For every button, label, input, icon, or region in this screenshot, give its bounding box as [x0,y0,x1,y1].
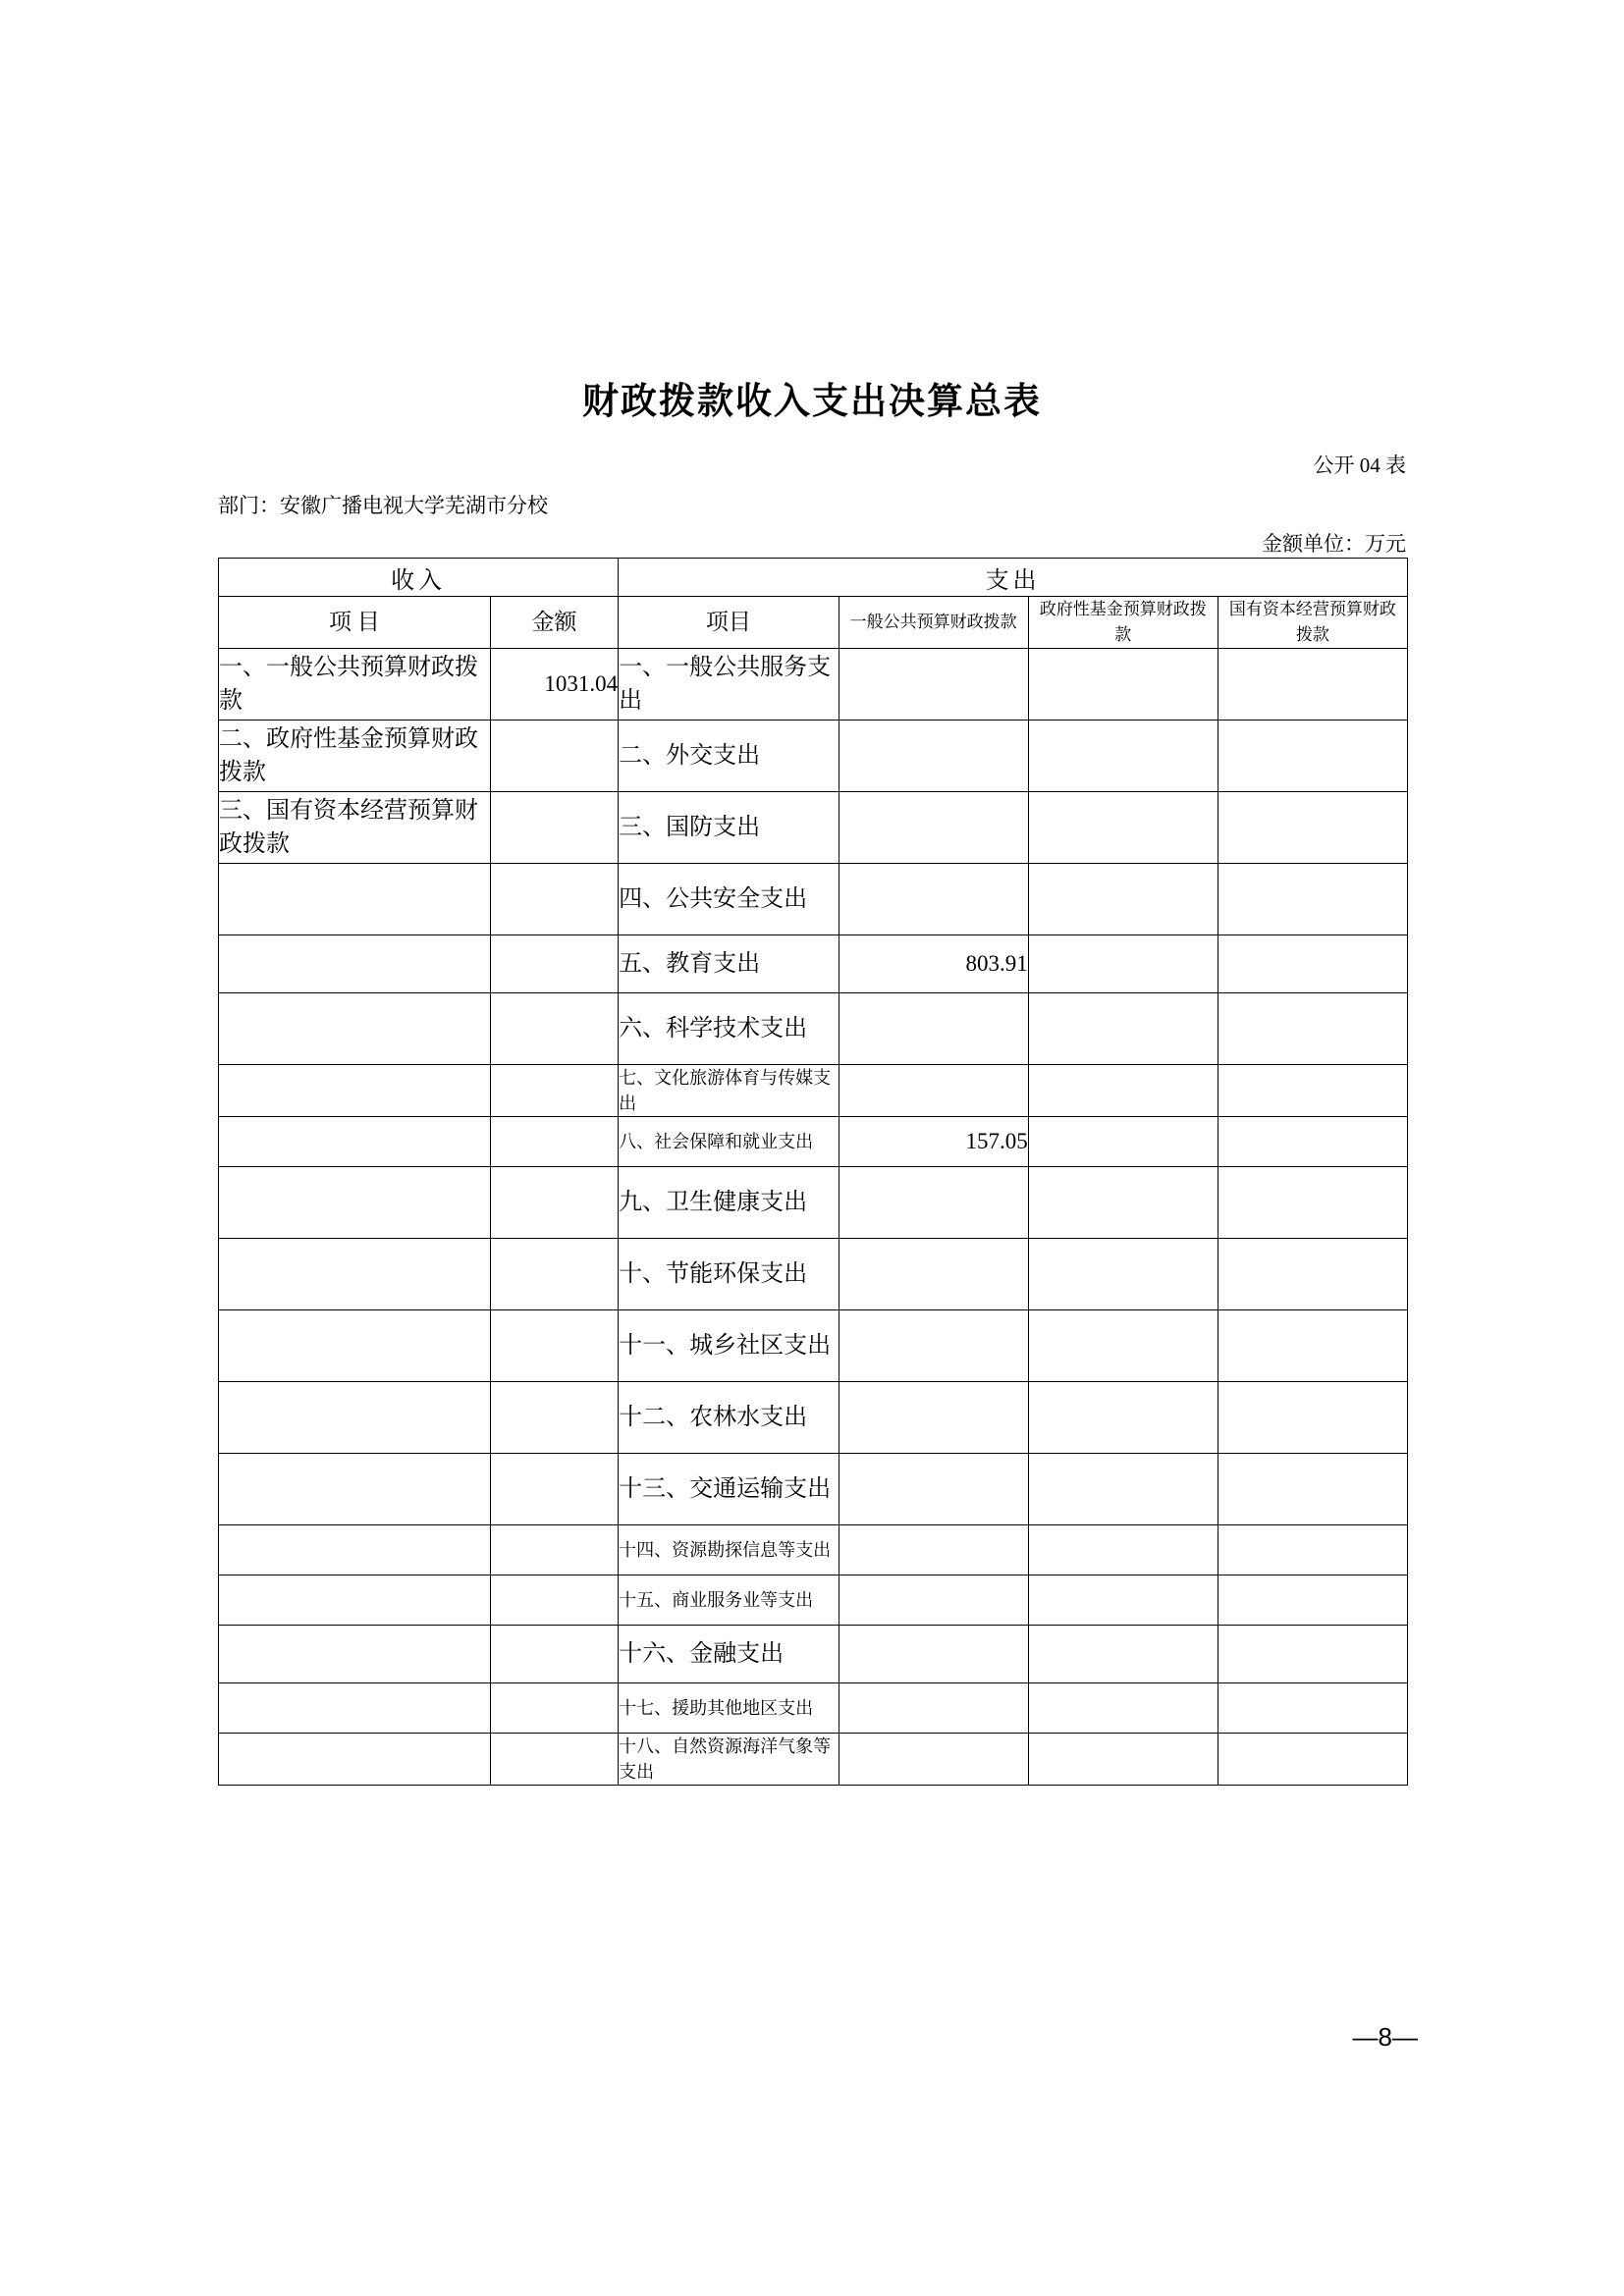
expenditure-general-public-budget-value [839,1575,1028,1626]
expenditure-state-capital-budget-value [1218,721,1407,792]
income-item-label [219,1239,491,1310]
expenditure-state-capital-budget-value [1218,1239,1407,1310]
income-amount-value [490,792,618,864]
table-row [219,1525,1408,1575]
expenditure-general-public-budget-value [839,1239,1028,1310]
expenditure-state-capital-budget-value [1218,1626,1407,1683]
table-row [219,1683,1408,1734]
income-amount-value [490,1239,618,1310]
expenditure-general-public-budget-value [839,1525,1028,1575]
table-row [219,1239,1408,1310]
expenditure-general-public-budget-value [839,993,1028,1065]
table-row [219,1310,1408,1382]
income-amount-value: 1031.04 [490,649,618,721]
expenditure-general-public-budget-value [839,1167,1028,1239]
income-amount-value [490,1117,618,1167]
expenditure-gov-fund-budget-value [1028,1117,1218,1167]
table-row [219,1454,1408,1525]
income-item-label: 二、政府性基金预算财政拨款 [219,721,491,792]
expenditure-general-public-budget-value [839,1454,1028,1525]
expenditure-gov-fund-budget-value [1028,1454,1218,1525]
expenditure-general-public-budget-value [839,864,1028,935]
income-amount-value [490,1525,618,1575]
income-amount-value [490,721,618,792]
income-item-label [219,1310,491,1382]
income-item-label [219,935,491,993]
expenditure-item-label: 十六、金融支出 [619,1626,839,1683]
group-header-income: 收入 [219,559,619,597]
table-group-header-row [219,559,1408,597]
col-header-exp-general-public-budget: 一般公共预算财政拨款 [839,597,1028,649]
expenditure-state-capital-budget-value [1218,864,1407,935]
expenditure-item-label: 十一、城乡社区支出 [619,1310,839,1382]
col-header-exp-state-capital-budget: 国有资本经营预算财政拨款 [1218,597,1407,649]
expenditure-item-label: 十四、资源勘探信息等支出 [619,1525,839,1575]
expenditure-general-public-budget-value [839,792,1028,864]
expenditure-gov-fund-budget-value [1028,1065,1218,1117]
income-amount-value [490,1065,618,1117]
expenditure-state-capital-budget-value [1218,1167,1407,1239]
expenditure-general-public-budget-value: 803.91 [839,935,1028,993]
table-row [219,864,1408,935]
expenditure-state-capital-budget-value [1218,935,1407,993]
income-item-label: 三、国有资本经营预算财政拨款 [219,792,491,864]
expenditure-item-label: 十七、援助其他地区支出 [619,1683,839,1734]
table-row [219,1065,1408,1117]
expenditure-general-public-budget-value [839,1065,1028,1117]
income-item-label [219,1525,491,1575]
expenditure-item-label: 七、文化旅游体育与传媒支出 [619,1065,839,1117]
expenditure-state-capital-budget-value [1218,1683,1407,1734]
table-row [219,1575,1408,1626]
expenditure-state-capital-budget-value [1218,1525,1407,1575]
table-row [219,935,1408,993]
income-item-label [219,1167,491,1239]
expenditure-state-capital-budget-value [1218,649,1407,721]
budget-table [218,558,1408,1786]
table-column-header-row [219,597,1408,649]
income-item-label: 一、一般公共预算财政拨款 [219,649,491,721]
income-amount-value [490,1734,618,1786]
expenditure-item-label: 六、科学技术支出 [619,993,839,1065]
expenditure-general-public-budget-value [839,649,1028,721]
income-item-label [219,864,491,935]
expenditure-item-label: 四、公共安全支出 [619,864,839,935]
sheet-number: 公开 04 表 [1313,454,1406,477]
table-row [219,649,1408,721]
income-item-label [219,1626,491,1683]
income-amount-value [490,935,618,993]
expenditure-general-public-budget-value [839,1626,1028,1683]
expenditure-gov-fund-budget-value [1028,864,1218,935]
expenditure-general-public-budget-value: 157.05 [839,1117,1028,1167]
income-item-label [219,1065,491,1117]
amount-unit-label: 金额单位：万元 [1262,532,1406,556]
expenditure-item-label: 九、卫生健康支出 [619,1167,839,1239]
expenditure-general-public-budget-value [839,1310,1028,1382]
col-header-exp-item: 项目 [619,597,839,649]
expenditure-item-label: 五、教育支出 [619,935,839,993]
expenditure-gov-fund-budget-value [1028,1683,1218,1734]
expenditure-gov-fund-budget-value [1028,1310,1218,1382]
income-amount-value [490,1575,618,1626]
income-item-label [219,993,491,1065]
income-item-label [219,1382,491,1454]
expenditure-general-public-budget-value [839,721,1028,792]
expenditure-state-capital-budget-value [1218,1117,1407,1167]
table-row [219,1382,1408,1454]
col-header-income-amount: 金额 [490,597,618,649]
expenditure-general-public-budget-value [839,1683,1028,1734]
table-row [219,993,1408,1065]
expenditure-gov-fund-budget-value [1028,935,1218,993]
department-label: 部门：安徽广播电视大学芜湖市分校 [218,494,548,517]
page-number: —8— [1352,2022,1418,2052]
col-header-exp-gov-fund-budget: 政府性基金预算财政拨款 [1028,597,1218,649]
expenditure-state-capital-budget-value [1218,792,1407,864]
table-row [219,792,1408,864]
table-row [219,1626,1408,1683]
table-row [219,1167,1408,1239]
expenditure-item-label: 十八、自然资源海洋气象等支出 [619,1734,839,1786]
income-amount-value [490,864,618,935]
income-amount-value [490,1167,618,1239]
expenditure-item-label: 十五、商业服务业等支出 [619,1575,839,1626]
expenditure-gov-fund-budget-value [1028,1239,1218,1310]
expenditure-state-capital-budget-value [1218,1734,1407,1786]
expenditure-gov-fund-budget-value [1028,721,1218,792]
expenditure-state-capital-budget-value [1218,993,1407,1065]
table-row [219,1734,1408,1786]
expenditure-general-public-budget-value [839,1382,1028,1454]
expenditure-gov-fund-budget-value [1028,1382,1218,1454]
expenditure-gov-fund-budget-value [1028,649,1218,721]
income-amount-value [490,1626,618,1683]
income-amount-value [490,1382,618,1454]
expenditure-state-capital-budget-value [1218,1310,1407,1382]
income-amount-value [490,993,618,1065]
income-amount-value [490,1310,618,1382]
expenditure-gov-fund-budget-value [1028,1626,1218,1683]
income-amount-value [490,1454,618,1525]
expenditure-state-capital-budget-value [1218,1575,1407,1626]
income-item-label [219,1117,491,1167]
expenditure-item-label: 二、外交支出 [619,721,839,792]
expenditure-state-capital-budget-value [1218,1382,1407,1454]
page-title: 财政拨款收入支出决算总表 [582,381,1042,421]
expenditure-general-public-budget-value [839,1734,1028,1786]
table-row [219,721,1408,792]
table-row [219,1117,1408,1167]
expenditure-item-label: 十、节能环保支出 [619,1239,839,1310]
col-header-income-item: 项 目 [219,597,491,649]
expenditure-item-label: 三、国防支出 [619,792,839,864]
income-item-label [219,1575,491,1626]
expenditure-gov-fund-budget-value [1028,993,1218,1065]
expenditure-item-label: 十三、交通运输支出 [619,1454,839,1525]
expenditure-gov-fund-budget-value [1028,1734,1218,1786]
income-amount-value [490,1683,618,1734]
expenditure-gov-fund-budget-value [1028,1575,1218,1626]
expenditure-gov-fund-budget-value [1028,792,1218,864]
group-header-expenditure: 支出 [619,559,1408,597]
expenditure-gov-fund-budget-value [1028,1525,1218,1575]
income-item-label [219,1734,491,1786]
expenditure-gov-fund-budget-value [1028,1167,1218,1239]
expenditure-item-label: 十二、农林水支出 [619,1382,839,1454]
income-item-label [219,1683,491,1734]
expenditure-item-label: 八、社会保障和就业支出 [619,1117,839,1167]
expenditure-state-capital-budget-value [1218,1065,1407,1117]
income-item-label [219,1454,491,1525]
expenditure-state-capital-budget-value [1218,1454,1407,1525]
expenditure-item-label: 一、一般公共服务支出 [619,649,839,721]
